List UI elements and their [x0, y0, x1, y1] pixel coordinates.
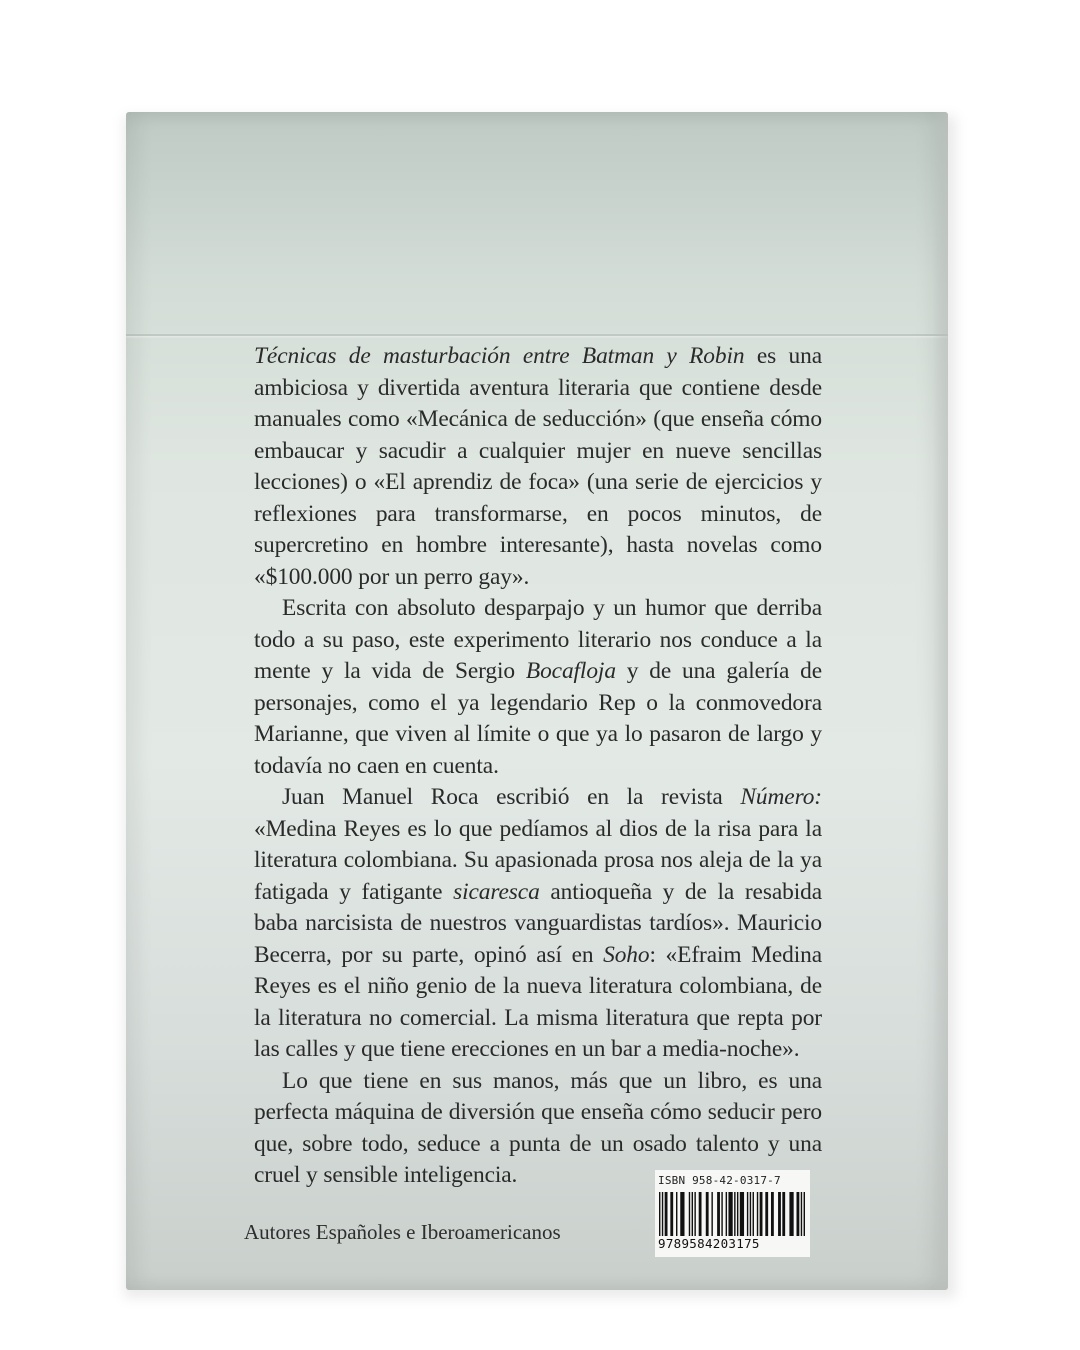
- barcode-bar: [804, 1192, 805, 1236]
- barcode-bar: [757, 1192, 758, 1236]
- barcode-bar: [765, 1192, 768, 1236]
- paragraph-2-before: Escrita con absoluto desparpajo y un humor que derriba todo a su paso, este experimento literario nos conduce a la mente y la vida de Sergio: [254, 595, 822, 684]
- barcode-bar: [692, 1192, 693, 1236]
- isbn-label: ISBN 958-42-0317-7: [658, 1174, 781, 1187]
- barcode-bar: [753, 1192, 754, 1236]
- barcode-bar: [760, 1192, 763, 1236]
- blurb-text: [254, 341, 822, 1192]
- cover-fold-line: [126, 334, 948, 336]
- barcode-bar: [771, 1192, 774, 1236]
- barcode-bar: [778, 1192, 781, 1236]
- paragraph-4-text: Lo que tiene en sus manos, más que un libro, es una perfecta máquina de diversión que enseña cómo seducir pero que, sobre todo, seduce a punta de un osado talento y una cruel y sensible inteligencia.: [254, 1067, 822, 1188]
- blurb-paragraph-1: [254, 341, 822, 593]
- barcode-bar: [694, 1192, 695, 1236]
- barcode-bar: [680, 1192, 684, 1236]
- barcode-bar: [750, 1192, 751, 1236]
- barcode-bar: [665, 1192, 668, 1236]
- book-spine-edge: [932, 112, 948, 1290]
- blurb-paragraph-2: [254, 593, 822, 782]
- barcode-bar: [726, 1192, 727, 1236]
- barcode-bar: [699, 1192, 702, 1236]
- collection-name: Autores Españoles e Iberoamericanos: [244, 1220, 561, 1244]
- barcode-bar: [711, 1192, 712, 1236]
- blurb-paragraph-3: [254, 782, 822, 1066]
- paragraph-1-text: es una ambiciosa y divertida aventura literaria que contiene desde manuales como «Mecánica de seducción» (que enseña cómo embaucar y sacudir a cualquier mujer en nueve sencillas lecciones) o «El aprendiz de foca» (una serie de ejercicios y reflexiones para transformarse, en pocos minutos, de supercretino en hombre interesante), hasta novelas como «$100.000 por un perro gay».: [254, 343, 822, 590]
- barcode-bar: [676, 1192, 677, 1236]
- barcode-bar: [782, 1192, 785, 1236]
- barcode-bar: [662, 1192, 663, 1236]
- magazine-name-numero: Número:: [740, 784, 822, 810]
- barcode-bar: [659, 1192, 660, 1236]
- paragraph-3-middle-1: «Medina Reyes es lo que pedíamos al dios de la risa para la literatura colombiana. Su apasionada prosa nos aleja de la ya fatigada y fatigante: [254, 815, 822, 905]
- barcode-bar: [734, 1192, 735, 1236]
- paragraph-3-before: Juan Manuel Roca escribió en la revista: [282, 784, 741, 810]
- character-nickname: Bocafloja: [525, 658, 616, 684]
- paragraph-3-middle-2: antioqueña y de la resabida baba narcisista de nuestros vanguardistas tardíos». Mauricio Becerra, por su parte, opinó así en: [254, 878, 822, 968]
- barcode-bar: [797, 1192, 800, 1236]
- term-sicaresca: sicaresca: [453, 878, 540, 905]
- paragraph-2-after: y de una galería de personajes, como el ya legendario Rep o la conmovedora Marianne, que viven al límite o que ya lo pasaron de largo y todavía no caen en cuenta.: [254, 658, 822, 779]
- isbn-barcode: [655, 1170, 810, 1257]
- barcode-bar: [789, 1192, 793, 1236]
- barcode-bar: [740, 1192, 744, 1236]
- barcode-bars: [658, 1192, 808, 1236]
- barcode-bar: [706, 1192, 709, 1236]
- book-title: Técnicas de masturbación entre Batman y Robin: [254, 343, 745, 369]
- barcode-bar: [728, 1192, 732, 1236]
- paragraph-3-after: : «Efraim Medina Reyes es el niño genio de la nueva literatura colombiana, de la literatura no comercial. La misma literatura que repta por las calles y que tiene erecciones en un bar a media-noche».: [254, 941, 822, 1062]
- barcode-bar: [689, 1192, 690, 1236]
- magazine-name-soho: Soho: [603, 941, 650, 968]
- barcode-digits: 9789584203175: [658, 1236, 760, 1251]
- barcode-bar: [721, 1192, 722, 1236]
- barcode-bar: [737, 1192, 738, 1236]
- barcode-bar: [747, 1192, 748, 1236]
- barcode-bar: [801, 1192, 802, 1236]
- barcode-bar: [717, 1192, 720, 1236]
- book-back-cover: [126, 112, 948, 1290]
- barcode-bar: [670, 1192, 673, 1236]
